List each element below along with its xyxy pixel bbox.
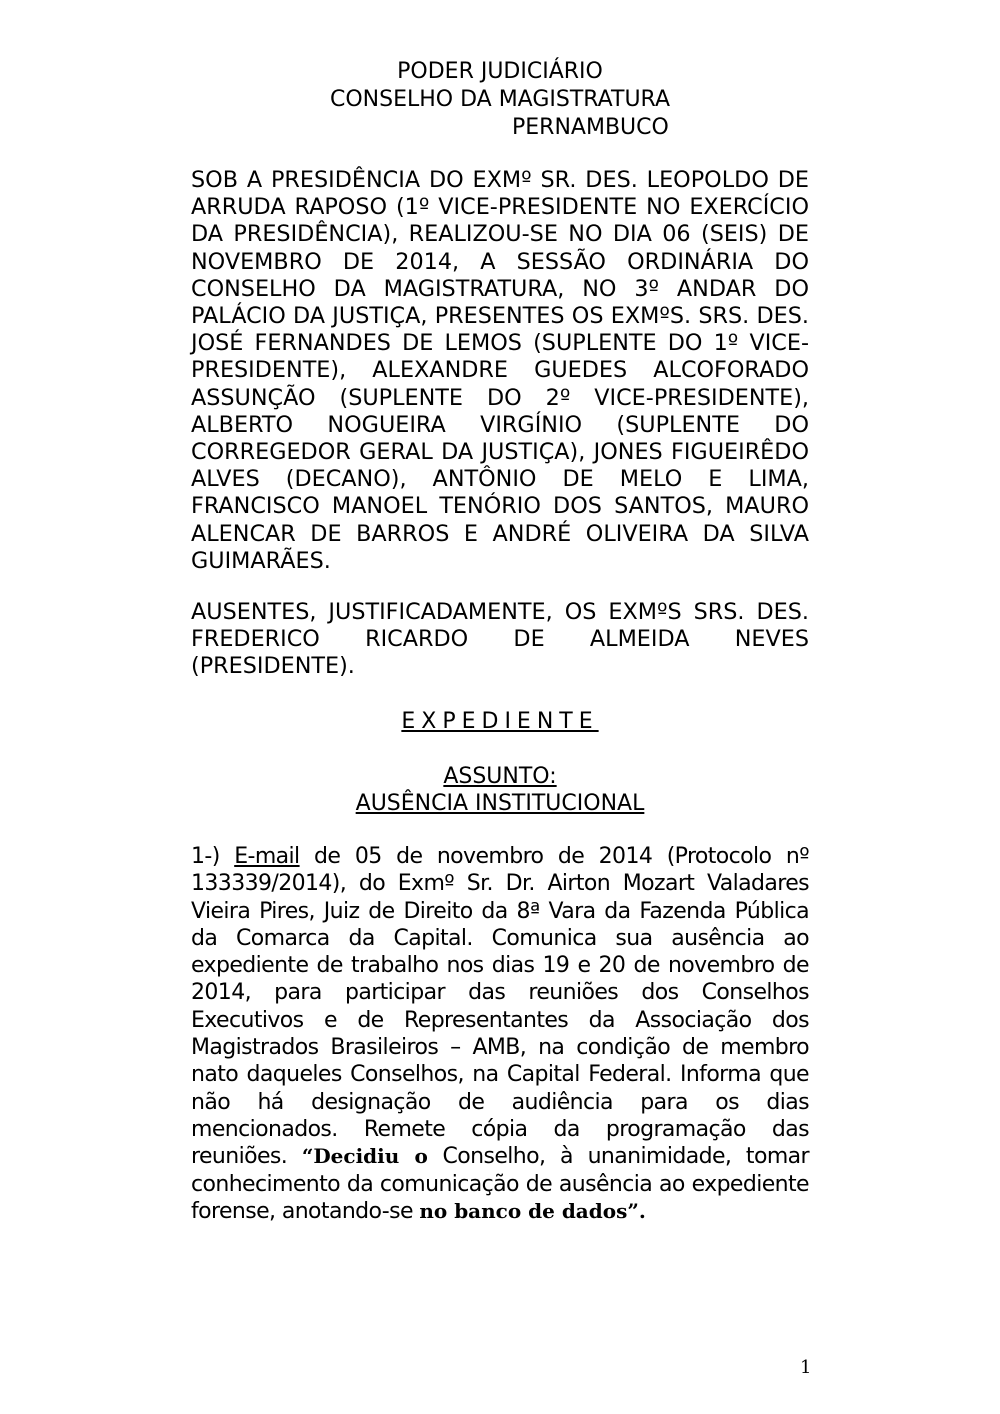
opening-paragraph: SOB A PRESIDÊNCIA DO EXMº SR. DES. LEOPOLDO DE ARRUDA RAPOSO (1º VICE-PRESIDENTE NO EXERCÍCIO DA PRESIDÊNCIA), REALIZOU-SE NO DIA 06 (SEIS) DE NOVEMBRO DE 2014, A SESSÃO ORDINÁRIA DO CONSELHO DA MAGISTRATURA, NO 3º ANDAR DO PALÁCIO DA JUSTIÇA, PRESENTES OS EXMºS. SRS. DES. JOSÉ FERNANDES DE LEMOS (SUPLENTE DO 1º VICE-PRESIDENTE), ALEXANDRE GUEDES ALCOFORADO ASSUNÇÃO (SUPLENTE DO 2º VICE-PRESIDENTE), ALBERTO NOGUEIRA VIRGÍNIO (SUPLENTE DO CORREGEDOR GERAL DA JUSTIÇA), JONES FIGUEIRÊDO ALVES (DECANO), ANTÔNIO DE MELO E LIMA, FRANCISCO MANOEL TENÓRIO DOS SANTOS, MAURO ALENCAR DE BARROS E ANDRÉ OLIVEIRA DA SILVA GUIMARÃES. — [191, 167, 809, 574]
header-line-judiciary: PODER JUDICIÁRIO — [397, 59, 603, 84]
header-line-council: CONSELHO DA MAGISTRATURA — [329, 87, 670, 112]
section-title-text: EXPEDIENTE — [401, 709, 599, 734]
document-header — [0, 58, 1000, 142]
decision-text: Conselho, à unanimidade, tomar conhecimento da comunicação de ausência ao expediente forense, anotando-se — [191, 1144, 809, 1224]
subject-value: AUSÊNCIA INSTITUCIONAL — [355, 791, 645, 816]
agenda-item-1 — [191, 843, 809, 1225]
absent-paragraph: AUSENTES, JUSTIFICADAMENTE, OS EXMºS SRS. DES. FREDERICO RICARDO DE ALMEIDA NEVES (PRESIDENTE). — [191, 599, 809, 680]
header-line-state: PERNAMBUCO — [512, 115, 669, 140]
subject-label: ASSUNTO: — [443, 764, 557, 789]
item-body: de 05 de novembro de 2014 (Protocolo nº 133339/2014), do Exmº Sr. Dr. Airton Mozart Valadares Vieira Pires, Juiz de Direito da 8ª Vara da Fazenda Pública da Comarca da Capital. Comunica sua ausência ao expediente de trabalho nos dias 19 e 20 de novembro de 2014, para participar das reuniões dos Conselhos Executivos e de Representantes da Associação dos Magistrados Brasileiros – AMB, na condição de membro nato daqueles Conselhos, na Capital Federal. Informa que não há designação de audiência para os dias mencionados. Remete cópia da programação das reuniões. — [191, 844, 809, 1170]
page-number: 1 — [800, 1357, 812, 1378]
decision-bold-start: “Decidiu o — [301, 1144, 428, 1169]
email-word: E-mail — [234, 844, 300, 869]
section-title — [0, 708, 1000, 735]
item-number: 1-) — [191, 844, 220, 869]
decision-bold-end: no banco de dados”. — [419, 1198, 646, 1223]
subject-block — [0, 763, 1000, 817]
